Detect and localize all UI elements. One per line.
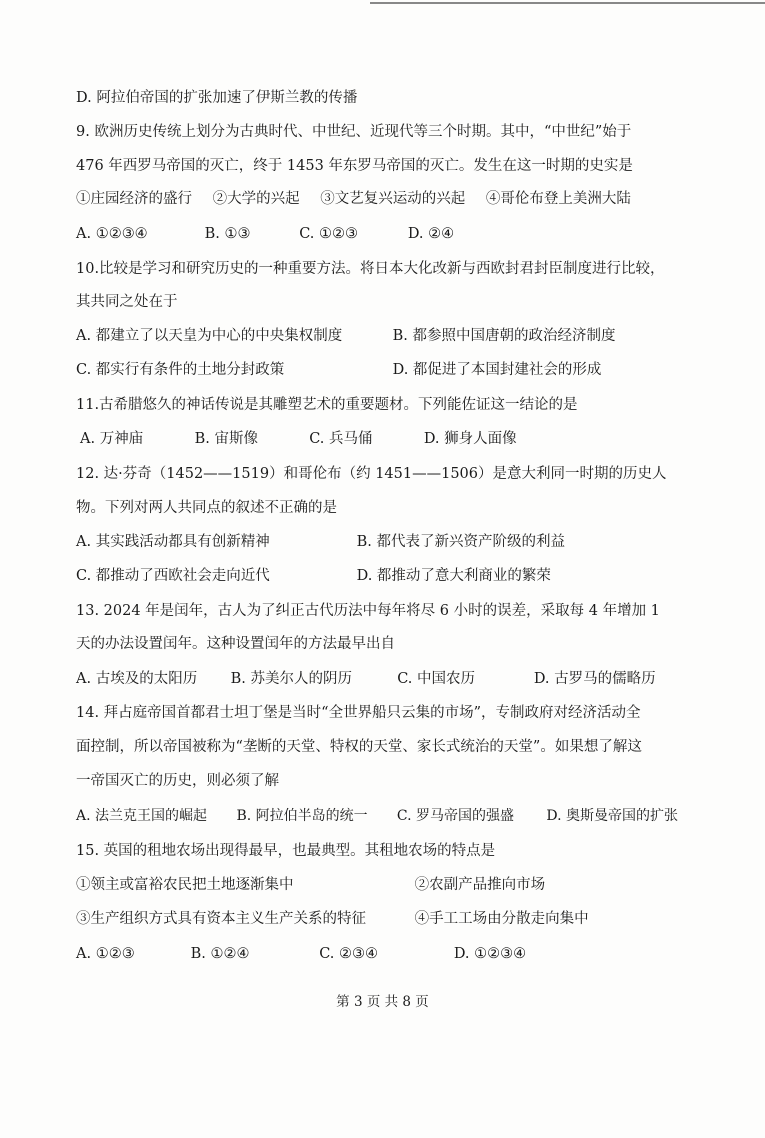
q11-option-a: A. 万神庙 (80, 431, 144, 447)
q10-option-a: A. 都建立了以天皇为中心的中央集权制度 (76, 328, 343, 344)
q14-options (76, 806, 678, 826)
q10-stem-line-2: 其共同之处在于 (76, 294, 178, 310)
q10-option-d: D. 都促进了本国封建社会的形成 (392, 362, 602, 378)
q15-options (76, 944, 526, 964)
q11-stem: 11.古希腊悠久的神话传说是其雕塑艺术的重要题材。下列能佐证这一结论的是 (76, 397, 578, 413)
q11-option-c: C. 兵马俑 (309, 431, 373, 447)
q8-option-d: D. 阿拉伯帝国的扩张加速了伊斯兰教的传播 (76, 90, 358, 106)
q14-stem-line-2: 面控制，所以帝国被称为“垄断的天堂、特权的天堂、家长式统治的天堂”。如果想了解这 (76, 739, 642, 755)
q13-option-b: B. 苏美尔人的阴历 (230, 671, 352, 687)
q10-options-row-1 (76, 326, 615, 346)
q15-item-3: ③生产组织方式具有资本主义生产关系的特征 (76, 911, 366, 927)
q14-option-d: D. 奥斯曼帝国的扩张 (546, 808, 678, 824)
q15-option-c: C. ②③④ (319, 946, 379, 962)
top-border-line (370, 2, 765, 4)
q9-option-d: D. ②④ (407, 226, 455, 242)
q9-stem-line-1: 9. 欧洲历史传统上划分为古典时代、中世纪、近现代等三个时期。其中，“中世纪”始于 (76, 124, 632, 140)
q15-option-d: D. ①②③④ (453, 946, 527, 962)
q13-option-d: D. 古罗马的儒略历 (533, 671, 656, 687)
q9-option-b: B. ①③ (204, 226, 251, 242)
q11-option-b: B. 宙斯像 (194, 431, 258, 447)
q10-option-c: C. 都实行有条件的土地分封政策 (76, 362, 285, 378)
q13-option-a: A. 古埃及的太阳历 (76, 671, 198, 687)
q15-stem: 15. 英国的租地农场出现得最早，也最典型。其租地农场的特点是 (76, 843, 496, 859)
q9-item-3: ③文艺复兴运动的兴起 (320, 191, 466, 207)
q15-item-2: ②农副产品推向市场 (414, 877, 546, 893)
q9-option-c: C. ①②③ (299, 226, 359, 242)
q9-items (76, 189, 631, 209)
q12-stem-line-1: 12. 达·芬奇（1452——1519）和哥伦布（约 1451——1506）是意大利同一时期的历史人 (76, 466, 667, 482)
q13-options (76, 669, 656, 689)
q9-option-a: A. ①②③④ (76, 226, 148, 242)
q12-options-row-1 (76, 532, 565, 552)
q13-stem-line-1: 13. 2024 年是闰年，古人为了纠正古代历法中每年将尽 6 小时的误差，采取每 4 年增加 1 (76, 603, 660, 619)
q9-item-4: ④哥伦布登上美洲大陆 (485, 191, 631, 207)
q12-stem-line-2: 物。下列对两人共同点的叙述不正确的是 (76, 500, 337, 516)
q10-options-row-2 (76, 360, 601, 380)
q13-stem-line-2: 天的办法设置闰年。这种设置闰年的方法最早出自 (76, 636, 395, 652)
q15-option-a: A. ①②③ (76, 946, 135, 962)
q10-option-b: B. 都参照中国唐朝的政治经济制度 (392, 328, 616, 344)
q14-stem-line-1: 14. 拜占庭帝国首都君士坦丁堡是当时“全世界船只云集的市场”，专制政府对经济活动全 (76, 705, 641, 721)
q9-stem-line-2: 476 年西罗马帝国的灭亡，终于 1453 年东罗马帝国的灭亡。发生在这一时期的史实是 (76, 158, 633, 174)
q12-option-a: A. 其实践活动都具有创新精神 (76, 534, 270, 550)
q9-item-2: ②大学的兴起 (212, 191, 300, 207)
q14-option-c: C. 罗马帝国的强盛 (396, 808, 515, 824)
q9-item-1: ①庄园经济的盛行 (76, 191, 192, 207)
q14-stem-line-3: 一帝国灭亡的历史，则必须了解 (76, 773, 279, 789)
q11-options (80, 429, 517, 449)
q13-option-c: C. 中国农历 (397, 671, 476, 687)
q15-item-1: ①领主或富裕农民把土地逐渐集中 (76, 877, 294, 893)
q10-stem-line-1: 10.比较是学习和研究历史的一种重要方法。将日本大化改新与西欧封君封臣制度进行比较， (76, 261, 665, 277)
q15-option-b: B. ①②④ (190, 946, 250, 962)
q12-options-row-2 (76, 566, 551, 586)
q14-option-a: A. 法兰克王国的崛起 (76, 808, 208, 824)
q15-items-row-2 (76, 909, 589, 929)
q15-items-row-1 (76, 875, 545, 895)
q11-option-d: D. 狮身人面像 (423, 431, 517, 447)
q12-option-b: B. 都代表了新兴资产阶级的利益 (356, 534, 565, 550)
q12-option-d: D. 都推动了意大利商业的繁荣 (356, 568, 551, 584)
q12-option-c: C. 都推动了西欧社会走向近代 (76, 568, 270, 584)
q9-options (76, 224, 454, 244)
q15-item-4: ④手工工场由分散走向集中 (414, 911, 589, 927)
q14-option-b: B. 阿拉伯半岛的统一 (236, 808, 368, 824)
page-number-footer: 第 3 页 共 8 页 (336, 994, 429, 1010)
